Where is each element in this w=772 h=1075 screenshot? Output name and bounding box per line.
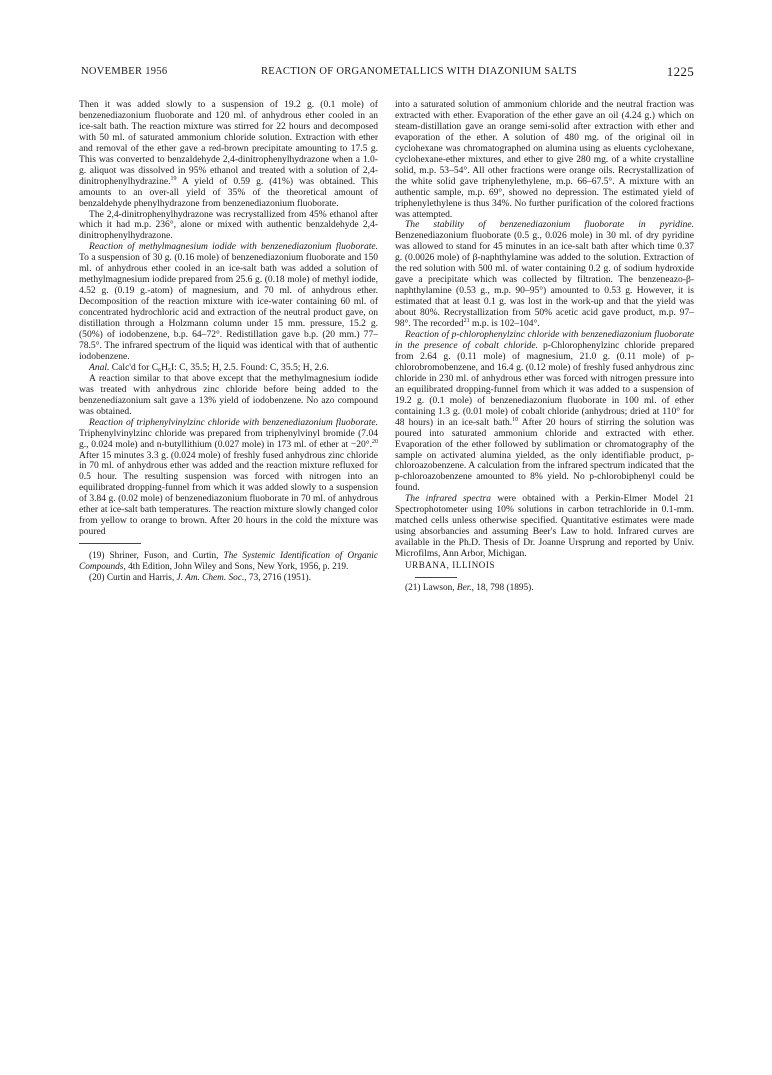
right-paragraph-3: Reaction of p-chlorophenylzinc chloride with benzenediazonium fluoborate in the presence of cobalt chloride. p-Chlorophenylzinc chloride prepared from 2.64 g. (0.11 mole) of magnesium, 21.0 g. (0.11 mole) of p-chlorobromobenzene, and 16.4 g. (0.12 mole) of freshly fused anhydrous zinc chloride in 230 ml. of anhydrous ether was forced with nitrogen pressure into an equilibrated dropping-funnel from which it was added to a suspension of 19.2 g. (0.1 mole) of benzenediazonium fluoborate in 100 ml. of ether containing 1.3 g. (0.01 mole) of cobalt chloride (anhydrous; dried at 110° for 48 hours) in an ice-salt bath.$^{10}$ After 20 hours of stirring the solution was poured into saturated ammonium chloride and extracted with ether. Evaporation of the ether followed by sublimation or chromatography of the sample on activated alumina yielded, as the only identifiable product, p-chloroazobenzene. A calculation from the infrared spectrum indicated that the p-chloroazobenzene amounted to 8% yield. No p-chlorobiphenyl could be found. xyxy=(395,329,695,494)
page-number: 1225 xyxy=(666,64,694,79)
right-column xyxy=(395,100,694,594)
section-title: Reaction of methylmagnesium iodide with benzenediazonium fluoborate. xyxy=(89,241,378,253)
section-title: Reaction of p-chlorophenylzinc chloride with benzenediazonium fluoborate in the presence of cobalt chloride. xyxy=(395,329,694,351)
footnote-20: (20) Curtin and Harris, J. Am. Chem. Soc., 73, 2716 (1951). xyxy=(89,573,311,584)
footnote-divider xyxy=(415,577,457,578)
footnote-21: (21) Lawson, Ber., 18, 798 (1895). xyxy=(405,582,534,593)
section-title: The stability of benzenediazonium fluoborate in pyridine. xyxy=(405,219,694,231)
left-paragraph-3: Reaction of methylmagnesium iodide with benzenediazonium fluoborate. To a suspension of 30 g. (0.16 mole) of benzenediazonium fluoborate and 150 ml. of anhydrous ether cooled in an ice-salt bath was added a solution of methylmagnesium iodide prepared from 25.6 g. (0.18 mole) of methyl iodide, 4.52 g. (0.19 g.-atom) of magnesium, and 70 ml. of anhydrous ether. Decomposition of the reaction mixture with ice-water containing 60 ml. of concentrated hydrochloric acid and extraction of the neutral product gave, on distillation through a Holzmann column under 15 mm. pressure, 15.2 g. (50%) of iodobenzene, b.p. 64–72°. Redistillation gave b.p. (20 mm.) 77–78.5°. The infrared spectrum of the liquid was identical with that of authentic iodobenzene. xyxy=(79,241,378,362)
analysis-paragraph: Anal. Calc'd for $C_6H_5I$: C, 35.5; H, 2.5. Found: C, 35.5; H, 2.6. xyxy=(89,361,329,374)
reference-marker: 21 xyxy=(463,318,470,325)
left-column xyxy=(79,100,378,584)
header-title: REACTION OF ORGANOMETALLICS WITH DIAZONIUM SALTS xyxy=(261,66,578,77)
analysis-label: Anal. xyxy=(89,361,110,373)
footnote-divider xyxy=(79,543,141,544)
right-paragraph-1: into a saturated solution of ammonium chloride and the neutral fraction was extracted with ether. Evaporation of the ether gave an oil (4.24 g.) which on steam-distillation gave an orange semi-solid after extraction with ether and evaporation of the ether. A solution of 480 mg. of the original oil in cyclohexane was chromatographed on alumina using as eluents cyclohexane, cyclohexane-ether mixtures, and ether to give 280 mg. of a white crystalline solid, m.p. 53–54°. All other fractions were orange oils. Recrystallization of the white solid gave triphenylethylene, m.p. 66–67.5°. A mixture with an authentic sample, m.p. 69°, showed no depression. The estimated yield of triphenylethylene is thus 34%. No further purification of the colored fractions was attempted. xyxy=(395,99,694,220)
running-header xyxy=(81,66,694,80)
footnote-19: (19) Shriner, Fuson, and Curtin, The Systemic Identification of Organic Compounds, 4th Edition, John Wiley and Sons, New York, 1956, p. 219. xyxy=(79,551,378,573)
right-paragraph-4: The infrared spectra were obtained with a Perkin-Elmer Model 21 Spectrophotometer using 10% solutions in carbon tetrachloride in 0.1-mm. matched cells unless otherwise specified. Quantitative estimates were made using absorbancies and assuming Beer's Law to hold. Infrared curves are available in the Ph.D. Thesis of Dr. Joanne Ursprung and reported by Univ. Microfilms, Ann Arbor, Michigan. xyxy=(395,493,695,560)
header-date: NOVEMBER 1956 xyxy=(81,66,168,77)
left-paragraph-5: A reaction similar to that above except that the methylmagnesium iodide was treated with anhydrous zinc chloride before being added to the benzenediazonium salt gave a 13% yield of iodobenzene. No azo compound was obtained. xyxy=(79,372,378,417)
section-title: Reaction of triphenylvinylzinc chloride with benzenediazonium fluoborate. xyxy=(89,416,378,428)
reference-marker: 10 xyxy=(512,416,519,423)
section-title: The infrared spectra xyxy=(405,493,492,505)
left-paragraph-6: Reaction of triphenylvinylzinc chloride with benzenediazonium fluoborate. Triphenylvinylzinc chloride was prepared from triphenylvinyl bromide (7.04 g., 0.024 mole) and n-butyllithium (0.027 mole) in 173 ml. of ether at −20°.$^{20}$ After 15 minutes 3.3 g. (0.024 mole) of freshly fused anhydrous zinc chloride in 70 ml. of anhydrous ether was added and the reaction mixture refluxed for 0.5 hour. The resulting suspension was forced with nitrogen into an equilibrated dropping-funnel from which it was added slowly to a suspension of 3.84 g. (0.02 mole) of benzenediazonium fluoborate in 70 ml. of anhydrous ether at ice-salt bath temperatures. The reaction mixture slowly changed color from yellow to orange to brown. After 20 hours in the cold the mixture was poured xyxy=(79,416,378,538)
left-paragraph-2: The 2,4-dinitrophenylhydrazone was recrystallized from 45% ethanol after which it had m.p. 236°, alone or mixed with authentic benzaldehyde 2,4-dinitrophenylhydrazone. xyxy=(79,208,378,242)
left-paragraph-1: Then it was added slowly to a suspension of 19.2 g. (0.1 mole) of benzenediazonium fluoborate and 120 ml. of anhydrous ether cooled in an ice-salt bath. The reaction mixture was stirred for 22 hours and decomposed with 50 ml. of saturated ammonium chloride solution. Extraction with ether and removal of the ether gave a red-brown precipitate amounting to 17.5 g. This was converted to benzaldehyde 2,4-dinitrophenylhydrazone when a 1.0-g. aliquot was dissolved in 95% ethanol and treated with a solution of 2,4-dinitrophenylhydrazine.$^{19}$ A yield of 0.59 g. (41%) was obtained. This amounts to an over-all yield of 35% of the theoretical amount of benzaldehyde phenylhydrazone from benzenediazonium fluoborate. xyxy=(79,99,378,209)
affiliation: URBANA, ILLINOIS xyxy=(405,560,496,571)
reference-marker: 20 xyxy=(372,438,378,445)
right-paragraph-2: The stability of benzenediazonium fluoborate in pyridine. Benzenediazonium fluoborate (0.5 g., 0.026 mole) in 30 ml. of dry pyridine was allowed to stand for 45 minutes in an ice-salt bath after which time 0.37 g. (0.0026 mole) of β-naphthylamine was added to the solution. Extraction of the red solution with 500 ml. of water containing 0.2 g. of sodium hydroxide gave a precipitate which was collected by filtration. The benzeneazo-β-naphthylamine (0.53 g., m.p. 90–95°) amounted to 0.53 g. However, it is estimated that at least 0.1 g. was lost in the work-up and that the yield was about 80%. Recrystallization from 50% acetic acid gave product, m.p. 97–98°. The recorded$^{21}$ m.p. is 102–104°. xyxy=(395,219,694,330)
reference-marker: 19 xyxy=(170,175,177,182)
